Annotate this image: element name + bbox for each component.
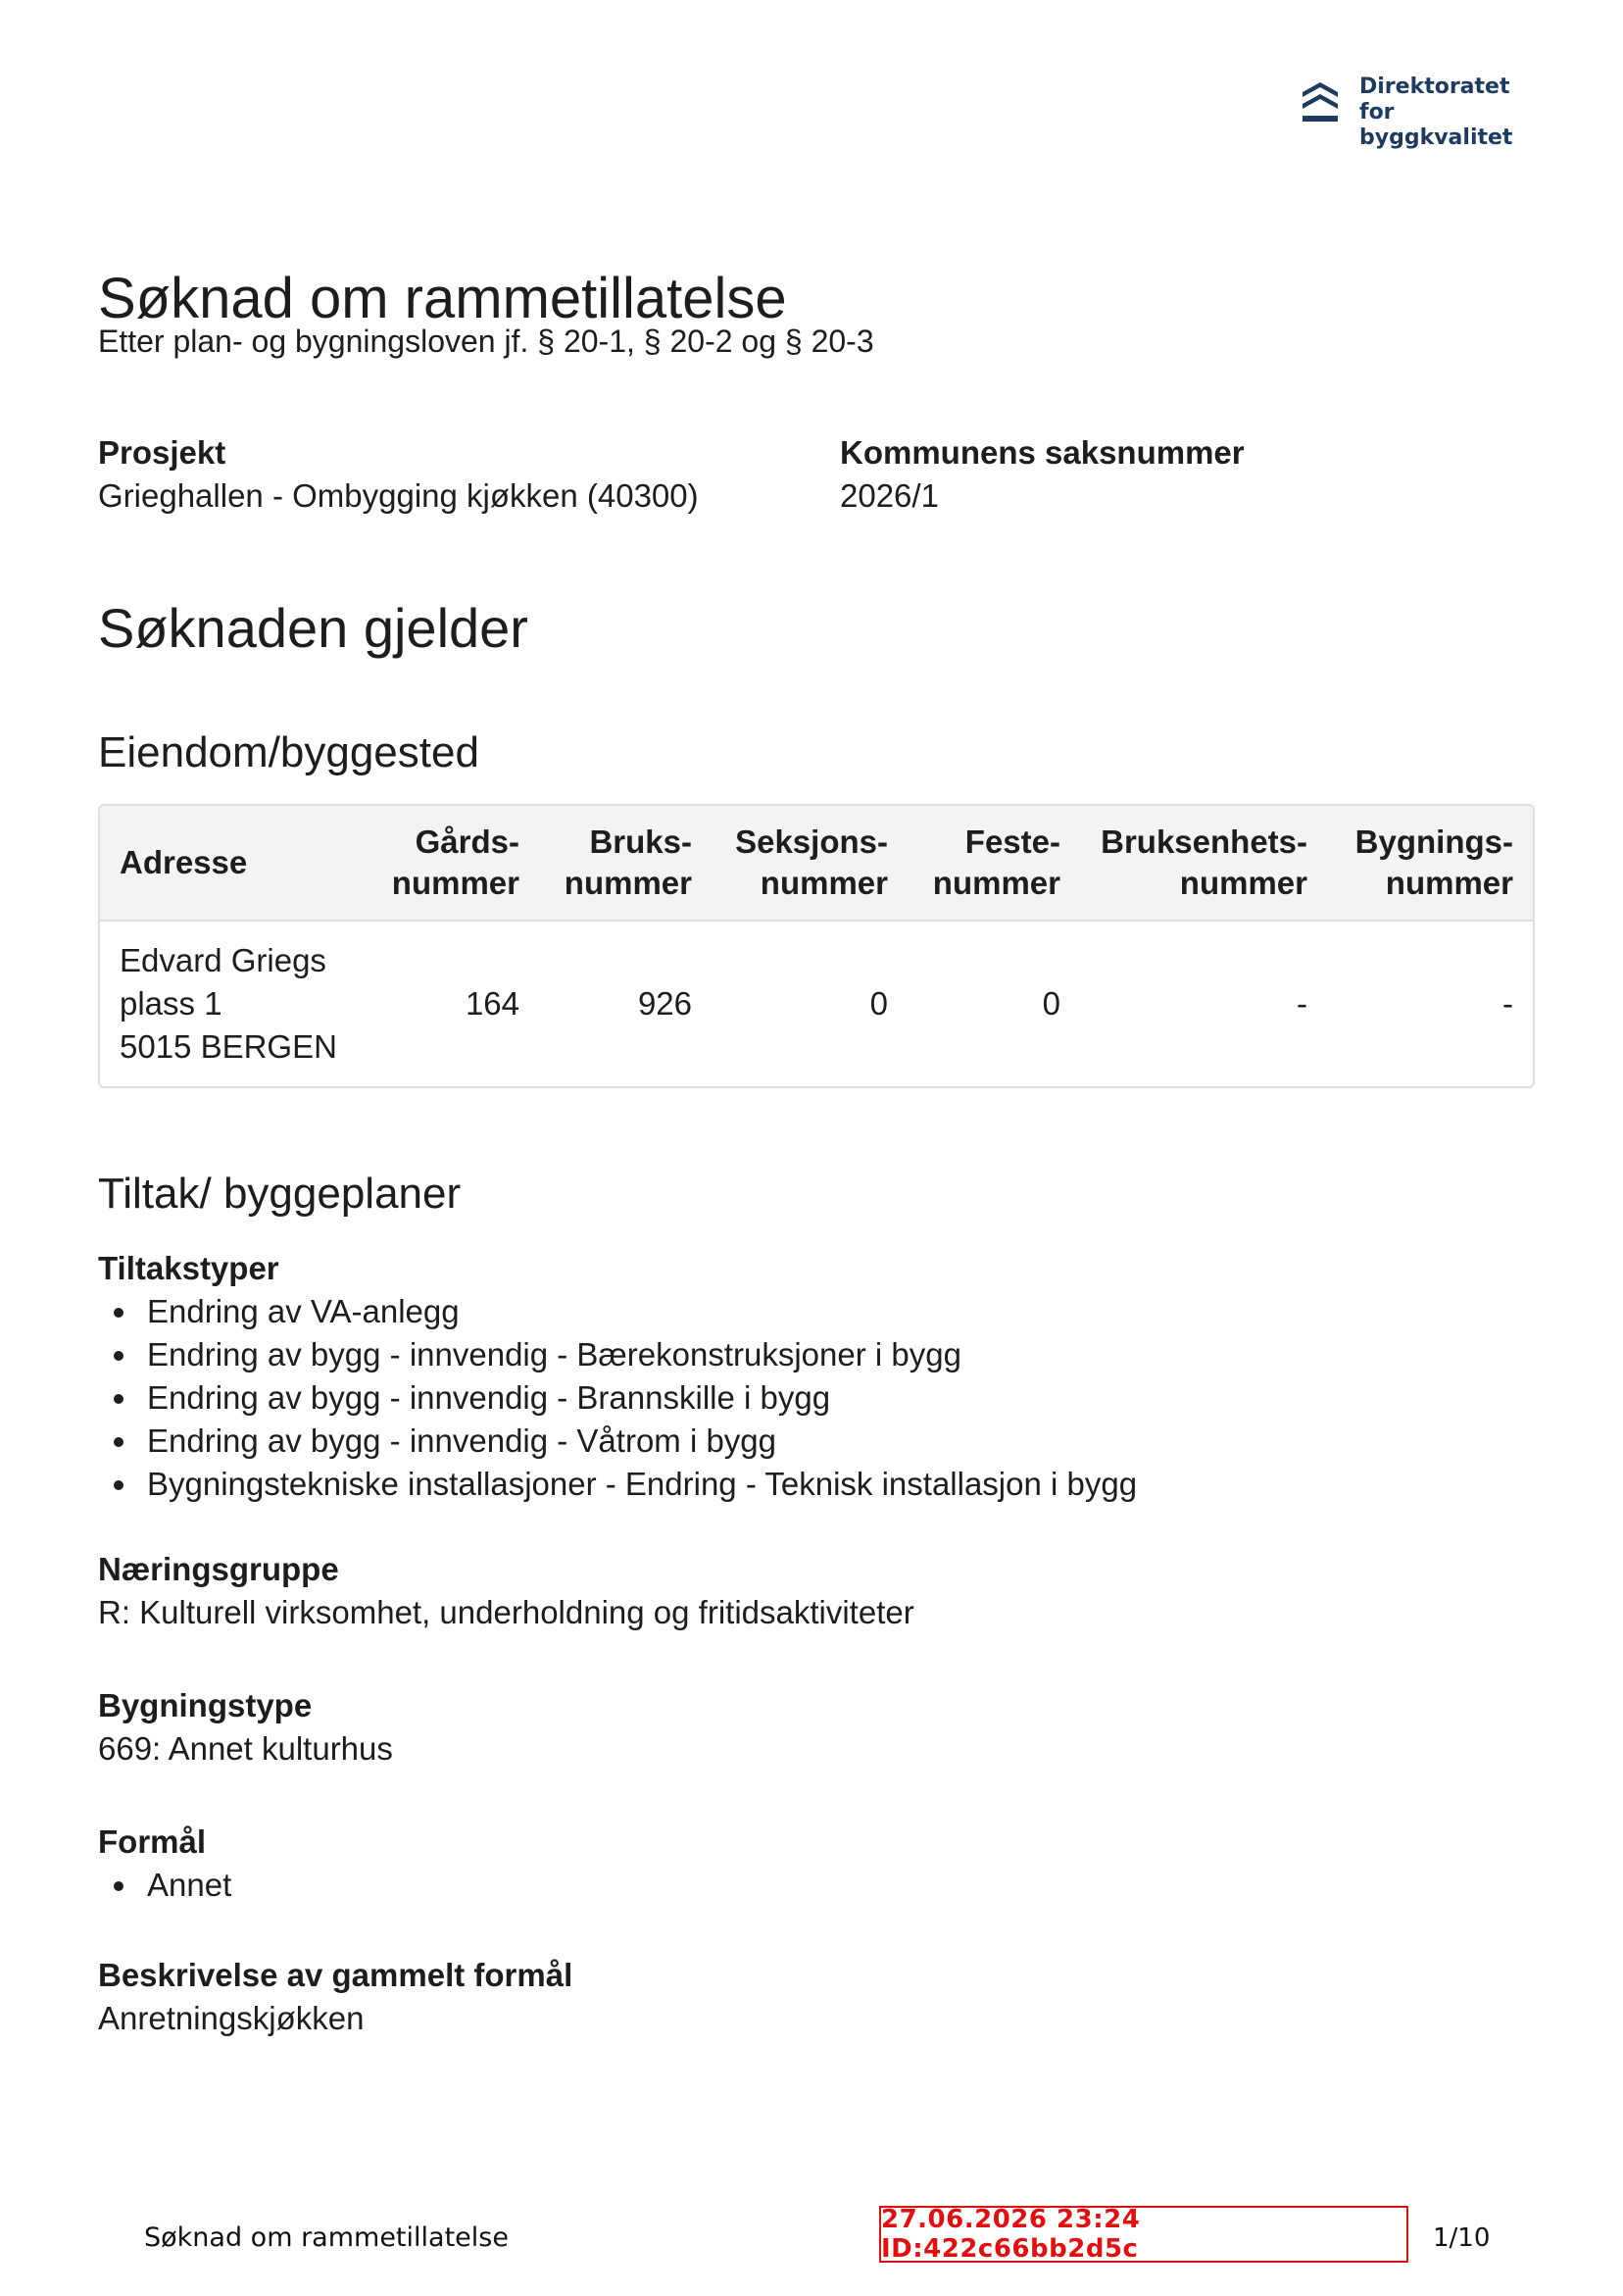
bygningstype-block: [98, 1684, 1372, 1771]
column-header-bygningsnummer: Bygnings- nummer: [1327, 806, 1533, 921]
dibk-logo: [1301, 75, 1546, 150]
naeringsgruppe-block: [98, 1548, 1372, 1634]
cell-bruksenhetsnummer: -: [1297, 985, 1307, 1022]
cell-festenummer: 0: [1042, 985, 1060, 1022]
cell-address: Edvard Griegs plass 1 5015 BERGEN: [120, 942, 337, 1065]
gammelt-formal-block: [98, 1954, 1372, 2040]
project-label: Prosjekt: [98, 434, 226, 471]
document-subtitle: Etter plan- og bygningsloven jf. § 20-1, § 20-2 og § 20-3: [98, 324, 874, 359]
timestamp-stamp: 27.06.2026 23:24 ID:422c66bb2d5c: [879, 2206, 1408, 2263]
logo-line-1: Direktoratet: [1359, 75, 1510, 99]
list-item: Endring av bygg - innvendig - Brannskille i bygg: [98, 1376, 1372, 1420]
page-number: 1/10: [1433, 2223, 1491, 2253]
property-heading: Eiendom/byggested: [98, 728, 479, 776]
bygningstype-value: 669: Annet kulturhus: [98, 1730, 393, 1767]
tiltakstyper-label: Tiltakstyper: [98, 1250, 279, 1286]
case-number-block: [840, 431, 1245, 518]
bygningstype-label: Bygningstype: [98, 1687, 313, 1723]
cell-bygningsnummer: -: [1502, 985, 1513, 1022]
tiltak-heading: Tiltak/ byggeplaner: [98, 1170, 462, 1218]
naeringsgruppe-label: Næringsgruppe: [98, 1551, 339, 1587]
cell-bruksnummer: 926: [637, 985, 692, 1022]
dibk-logo-icon: [1301, 78, 1340, 125]
project-block: [98, 431, 699, 518]
column-header-bruksnummer: Bruks- nummer: [539, 806, 712, 921]
logo-line-2: for byggkvalitet: [1359, 100, 1513, 150]
list-item: Endring av VA-anlegg: [98, 1290, 1372, 1333]
case-number-value: 2026/1: [840, 477, 939, 514]
gammelt-formal-value: Anretningskjøkken: [98, 2000, 365, 2036]
column-header-bruksenhetsnummer: Bruksenhets- nummer: [1080, 806, 1327, 921]
column-header-festenummer: Feste- nummer: [908, 806, 1080, 921]
list-item: Annet: [98, 1864, 1372, 1907]
section-heading: Søknaden gjelder: [98, 597, 528, 659]
list-item: Endring av bygg - innvendig - Våtrom i bygg: [98, 1420, 1372, 1463]
tiltakstyper-block: [98, 1247, 1372, 1506]
formal-label: Formål: [98, 1823, 207, 1860]
document-title: Søknad om rammetillatelse: [98, 267, 787, 330]
table-row: [100, 921, 1533, 1086]
project-value: Grieghallen - Ombygging kjøkken (40300): [98, 477, 699, 514]
column-header-adresse: Adresse: [100, 806, 367, 921]
column-header-seksjonsnummer: Seksjons- nummer: [712, 806, 908, 921]
case-number-label: Kommunens saksnummer: [840, 434, 1245, 471]
gammelt-formal-label: Beskrivelse av gammelt formål: [98, 1957, 573, 1993]
naeringsgruppe-value: R: Kulturell virksomhet, underholdning og fritidsaktiviteter: [98, 1594, 914, 1630]
list-item: Bygningstekniske installasjoner - Endring - Teknisk installasjon i bygg: [98, 1463, 1372, 1506]
cell-gardsnummer: 164: [465, 985, 519, 1022]
tiltakstyper-list: [98, 1290, 1372, 1506]
cell-seksjonsnummer: 0: [869, 985, 888, 1022]
column-header-gardsnummer: Gårds- nummer: [367, 806, 539, 921]
property-table: [98, 804, 1535, 1088]
list-item: Endring av bygg - innvendig - Bærekonstruksjoner i bygg: [98, 1333, 1372, 1376]
footer-title: Søknad om rammetillatelse: [144, 2222, 509, 2253]
table-header-row: [100, 806, 1533, 921]
formal-list: [98, 1864, 1372, 1907]
logo-text: [1359, 75, 1546, 151]
formal-block: [98, 1821, 1372, 1907]
